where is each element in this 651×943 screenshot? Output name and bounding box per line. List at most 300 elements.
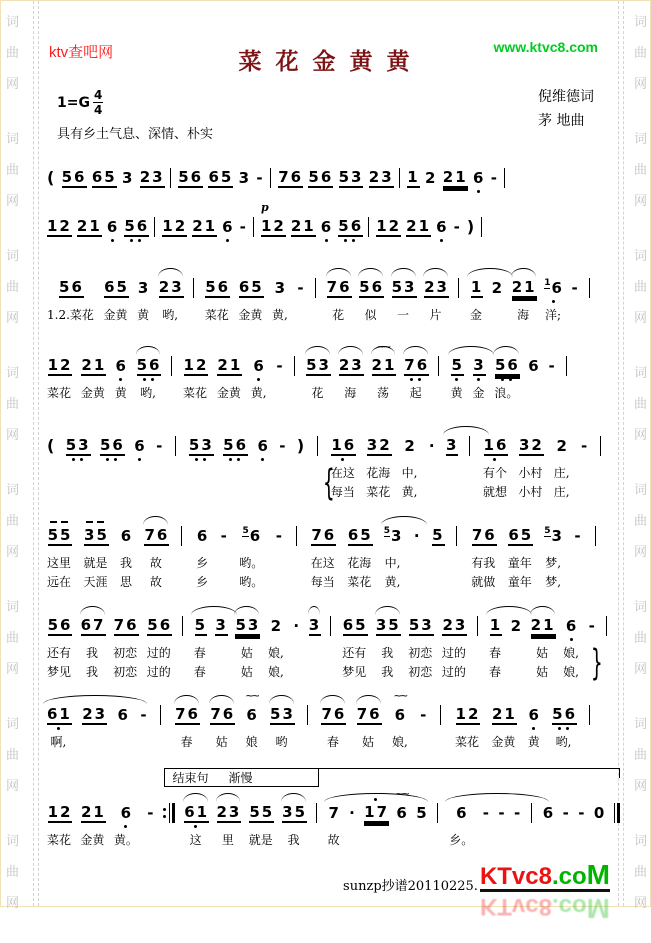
lyric-text xyxy=(180,644,184,663)
lyric-text: 一 xyxy=(397,308,410,322)
note-cell xyxy=(178,157,204,196)
lyric-text xyxy=(198,483,202,502)
bar-line xyxy=(455,515,459,592)
note-text: 21 xyxy=(491,705,517,723)
note-text: 55 xyxy=(47,526,73,544)
site-logo-link[interactable]: ktv查吧网 xyxy=(49,44,114,61)
slur-arc xyxy=(467,268,513,277)
lyric-text xyxy=(313,306,317,325)
note-cell xyxy=(339,345,362,403)
note-text: 23 xyxy=(82,705,108,723)
note-cell xyxy=(92,157,115,196)
lyric-text xyxy=(604,644,608,663)
bar-line xyxy=(437,345,441,403)
bar-line xyxy=(565,345,569,403)
note-cell xyxy=(563,792,569,850)
barline-stroke xyxy=(504,168,505,188)
note-cell xyxy=(392,267,415,325)
note-text: 6 xyxy=(528,357,541,375)
note-text: 61 xyxy=(47,705,72,723)
low-octave-dot xyxy=(566,727,569,730)
lyric-text xyxy=(582,464,586,483)
note-text: 61 xyxy=(184,803,210,821)
slur-arc xyxy=(191,606,237,615)
bar-line xyxy=(439,694,443,752)
lyric-text: 乡 xyxy=(196,575,209,589)
barline-stroke xyxy=(296,526,297,546)
note-cell xyxy=(194,605,206,682)
note-text: 12 xyxy=(47,356,73,374)
note-cell xyxy=(279,425,285,502)
note-text: 6 xyxy=(246,706,259,724)
note-text: 6 xyxy=(456,804,469,822)
note-text: 5 xyxy=(194,616,208,634)
note-text: 76 xyxy=(311,526,337,544)
note-text: 56 xyxy=(136,356,162,374)
barline-stroke xyxy=(589,705,590,725)
note-cell xyxy=(82,694,108,752)
lyric-text xyxy=(468,483,472,502)
bar-line xyxy=(468,425,472,502)
lyric-text: 庄, xyxy=(553,485,570,499)
lyric-text: 浪。 xyxy=(494,386,519,400)
grace-note: 1 xyxy=(544,277,551,288)
slur-arc xyxy=(143,516,168,525)
lyric-text xyxy=(169,384,173,403)
lyric-text: 黄 xyxy=(450,386,463,400)
note-cell xyxy=(276,345,282,403)
lyric-text: 黄 xyxy=(527,735,540,749)
lyric-text xyxy=(261,483,265,502)
grace-note: 5 xyxy=(242,525,249,536)
note-text: 16 xyxy=(331,436,357,454)
lyric-text: 庄, xyxy=(553,466,570,480)
note-cell xyxy=(249,792,273,850)
note-cell xyxy=(472,157,486,196)
lyric-text xyxy=(294,663,298,682)
note-cell xyxy=(100,425,123,502)
lyric-text xyxy=(180,554,184,573)
lyric-text: 就是 xyxy=(248,833,273,847)
slur-arc xyxy=(493,346,519,355)
note-cell xyxy=(321,694,347,752)
lyric-text: 小村 xyxy=(518,466,543,480)
low-octave-dot xyxy=(418,378,421,381)
music-line xyxy=(47,694,591,752)
lyric-text xyxy=(180,663,184,682)
lyric-text: 起 xyxy=(409,386,422,400)
time-signature xyxy=(93,89,103,116)
ending-label-box xyxy=(164,768,319,787)
note-text: 56 xyxy=(124,217,150,235)
lyric-text: 姑 xyxy=(240,646,253,660)
lyric-text: 小村 xyxy=(518,485,543,499)
note-text: 65 xyxy=(104,278,129,296)
note-text: - xyxy=(578,804,585,822)
note-text: 6 xyxy=(222,218,235,236)
lyric-text: 在这 xyxy=(330,466,355,480)
note-text: 12 xyxy=(455,705,481,723)
lyric-text xyxy=(468,464,472,483)
music-line xyxy=(47,792,620,850)
lyric-text xyxy=(514,663,518,682)
lyric-text: 乡 xyxy=(196,556,209,570)
lyric-text: 我 xyxy=(287,833,300,847)
note-text: - xyxy=(420,706,427,724)
lyric-text xyxy=(278,384,282,403)
lyric-text: 就做 xyxy=(471,575,496,589)
lyric-text xyxy=(49,483,53,502)
note-cell xyxy=(357,694,380,752)
note-cell xyxy=(184,792,210,850)
note-cell xyxy=(366,425,390,502)
lyric-text: 金 xyxy=(472,386,485,400)
note-text: 56 xyxy=(359,278,385,296)
barline-stroke xyxy=(438,356,439,376)
barline-stroke xyxy=(531,803,532,823)
lyric-text: 黄, xyxy=(384,575,401,589)
lyric-text: 荡 xyxy=(376,386,389,400)
note-text: 21 xyxy=(290,217,316,235)
mordent-mark: ~~ xyxy=(395,790,409,799)
bar-line xyxy=(587,267,591,325)
lyric-text: 黄 xyxy=(137,308,150,322)
note-text: 1 xyxy=(489,616,503,634)
note-cell xyxy=(528,345,541,403)
slur-arc xyxy=(338,346,363,355)
note-text: 53 xyxy=(270,705,295,723)
slur-arc xyxy=(448,346,494,355)
lyric-text: 就想 xyxy=(482,485,507,499)
bar-line xyxy=(253,206,254,245)
barline-stroke xyxy=(589,278,590,298)
note-cell xyxy=(175,694,198,752)
lyric-text xyxy=(514,644,518,663)
note-text: 2 xyxy=(510,617,524,635)
note-cell xyxy=(578,792,584,850)
lyric-text xyxy=(587,306,591,325)
note-text: 65 xyxy=(508,526,534,544)
note-text: 32 xyxy=(366,436,392,454)
barline-stroke xyxy=(330,616,331,636)
low-octave-dot xyxy=(138,458,141,461)
lyric-text xyxy=(515,831,519,850)
lyric-text xyxy=(222,573,226,592)
note-cell xyxy=(115,345,127,403)
low-octave-dot xyxy=(325,239,328,242)
logo-dot-part: .co xyxy=(551,863,587,890)
lyric-text xyxy=(400,831,404,850)
lyric-text: 还有 xyxy=(342,646,367,660)
lyric-text xyxy=(436,831,440,850)
note-cell xyxy=(215,605,228,682)
barline-stroke xyxy=(595,526,596,546)
note-cell xyxy=(137,267,149,325)
lyric-text xyxy=(233,483,237,502)
expression-marking: 具有乡土气息、深情、朴实 xyxy=(57,127,214,142)
barline-stroke xyxy=(477,616,478,636)
note-text: 76 xyxy=(144,526,170,544)
lyric-text xyxy=(599,483,603,502)
slur-arc xyxy=(305,346,330,355)
low-octave-dot xyxy=(143,378,146,381)
note-cell xyxy=(384,515,402,592)
site-url-link[interactable]: www.ktvc8.com xyxy=(493,39,598,55)
slur-arc xyxy=(136,346,161,355)
lyric-text: 菜花 xyxy=(454,735,479,749)
bar-line xyxy=(170,157,171,196)
note-text: 65 xyxy=(238,278,264,296)
logo-red-part: KTvc8 xyxy=(479,863,552,890)
bar-line xyxy=(316,425,320,502)
lyric-text: 天涯 xyxy=(83,575,108,589)
lyric-text xyxy=(138,464,142,483)
lyric-text: 金 xyxy=(470,308,483,322)
lyric-text: 我 xyxy=(86,646,99,660)
note-text: 6 xyxy=(528,706,541,724)
note-text: - xyxy=(562,804,569,822)
music-line xyxy=(47,267,591,325)
music-line xyxy=(47,605,609,682)
note-cell xyxy=(80,792,104,850)
lyric-text xyxy=(109,464,113,483)
note-cell xyxy=(470,267,482,325)
slur-arc xyxy=(375,606,400,615)
note-cell xyxy=(552,694,578,752)
lyric-text: 姑 xyxy=(240,665,253,679)
lyric-text xyxy=(222,554,226,573)
lyric-text xyxy=(449,483,453,502)
note-text: 21 xyxy=(217,356,243,374)
note-text: 6 xyxy=(134,437,147,455)
note-text: 76 xyxy=(326,278,352,296)
slur-arc xyxy=(381,516,427,525)
note-text: · xyxy=(293,617,300,635)
lyric-text xyxy=(576,573,580,592)
note-text: 21 xyxy=(80,803,106,821)
note-text: - xyxy=(156,437,163,455)
bar-line xyxy=(329,605,333,682)
site-logo-graphic[interactable] xyxy=(479,859,610,924)
note-cell xyxy=(574,515,580,592)
note-cell xyxy=(483,425,507,502)
note-text: 76 xyxy=(356,705,382,723)
lyric-text: 故 xyxy=(149,556,162,570)
lyric-text: 远在 xyxy=(47,575,72,589)
barline-stroke xyxy=(307,705,308,725)
note-text: - xyxy=(490,169,497,187)
note-text: 35 xyxy=(375,616,401,634)
lyric-text: 娘, xyxy=(563,665,579,679)
lyric-text xyxy=(435,554,439,573)
note-text: 23 xyxy=(424,278,449,296)
bar-line xyxy=(593,515,597,592)
lyric-text xyxy=(233,464,237,483)
note-text: 1 xyxy=(407,168,420,186)
bar-line xyxy=(180,605,184,682)
note-text: 12 xyxy=(376,217,402,235)
lyric-text xyxy=(277,573,281,592)
barline-stroke xyxy=(171,356,172,376)
lyric-text xyxy=(75,464,79,483)
note-text: 56 xyxy=(47,616,73,634)
note-cell xyxy=(66,425,89,502)
note-text: 12 xyxy=(183,356,209,374)
note-cell xyxy=(542,792,556,850)
mordent-mark: ~~ xyxy=(376,343,390,352)
note-cell xyxy=(518,425,542,502)
note-cell xyxy=(369,157,392,196)
lyric-text: 春 xyxy=(193,646,206,660)
note-text: 21 xyxy=(76,217,102,235)
note-cell xyxy=(404,345,430,403)
note-text: 6 xyxy=(394,706,408,724)
note-text: 16 xyxy=(483,436,509,454)
note-text: - xyxy=(220,527,227,545)
slur-arc xyxy=(209,695,234,704)
note-cell xyxy=(222,206,235,245)
note-cell xyxy=(408,605,432,682)
bar-line xyxy=(504,157,505,196)
lyric-text xyxy=(576,554,580,573)
note-cell xyxy=(510,605,524,682)
note-cell xyxy=(47,515,71,592)
lyric-text xyxy=(261,464,265,483)
note-text: 12 xyxy=(260,217,286,235)
barline-stroke xyxy=(193,278,194,298)
low-octave-dot xyxy=(552,300,555,303)
note-cell xyxy=(83,515,107,592)
lyric-text: 娘, xyxy=(391,735,408,749)
note-cell xyxy=(338,206,364,245)
barline-stroke xyxy=(294,356,295,376)
low-octave-dot xyxy=(344,239,347,242)
low-octave-dot xyxy=(138,239,141,242)
note-cell xyxy=(251,345,267,403)
lyric-text: 娘, xyxy=(563,646,579,660)
lyric-text: 过的 xyxy=(146,646,171,660)
note-cell xyxy=(238,157,252,196)
note-text: 56 xyxy=(61,168,87,186)
low-octave-dot xyxy=(124,825,127,828)
bar-line xyxy=(481,206,482,245)
note-text: 53 xyxy=(338,168,364,186)
note-cell xyxy=(134,425,147,502)
note-text: 6 xyxy=(257,437,270,455)
barline-stroke xyxy=(566,356,567,376)
note-cell xyxy=(593,792,607,850)
lyric-text xyxy=(374,831,378,850)
barline-stroke xyxy=(170,168,171,188)
note-cell xyxy=(47,792,71,850)
note-cell xyxy=(189,425,212,502)
lyric-text xyxy=(294,554,298,573)
note-text: 6 xyxy=(542,804,556,822)
slur-arc xyxy=(423,268,448,277)
note-cell xyxy=(260,201,286,245)
lyric-text: 就是 xyxy=(83,556,108,570)
note-text: 21 xyxy=(530,616,556,634)
note-cell xyxy=(210,694,236,752)
bar-line xyxy=(599,425,603,502)
note-text: 56 xyxy=(494,356,520,374)
note-cell xyxy=(308,157,334,196)
footer xyxy=(1,859,610,924)
high-octave-dot xyxy=(364,798,387,801)
lyric-text: 乡。 xyxy=(449,833,474,847)
note-cell xyxy=(278,157,304,196)
barline-stroke xyxy=(175,436,176,456)
note-text: 56 xyxy=(178,168,204,186)
note-text: 56 xyxy=(147,616,173,634)
note-text: 12 xyxy=(47,803,73,821)
note-text: 55 xyxy=(249,803,275,821)
slur-arc xyxy=(320,695,345,704)
lyric-text: 在这 xyxy=(310,556,335,570)
note-text: 53 xyxy=(188,436,214,454)
octave-bars xyxy=(83,521,107,523)
lyric-text xyxy=(439,733,443,752)
lyric-text: 啊, xyxy=(50,735,67,749)
time-unit: 4 xyxy=(93,103,103,117)
lyric-text xyxy=(312,663,316,682)
lyric-text xyxy=(420,831,424,850)
note-text: 6 xyxy=(249,527,263,545)
note-cell xyxy=(445,425,459,502)
note-cell xyxy=(563,605,579,682)
note-cell xyxy=(425,157,438,196)
note-text: 6 xyxy=(565,617,579,635)
key-label: 1=G xyxy=(57,94,90,111)
lyric-text: 这里 xyxy=(47,556,72,570)
note-cell xyxy=(137,345,160,403)
lyric-text: 菜花 xyxy=(182,386,207,400)
note-cell xyxy=(47,157,54,196)
note-text: 6 xyxy=(106,218,120,236)
note-cell xyxy=(512,267,535,325)
note-cell xyxy=(306,345,329,403)
barline-stroke xyxy=(458,278,459,298)
final-barline xyxy=(614,792,620,850)
low-octave-dot xyxy=(203,458,206,461)
lyric-text: 似 xyxy=(364,308,377,322)
note-text: · xyxy=(428,437,435,455)
note-text: ) xyxy=(296,436,305,455)
note-cell xyxy=(239,515,263,592)
note-cell xyxy=(81,345,105,403)
lyric-text xyxy=(277,554,281,573)
right-border-text: 词 曲 网 词 曲 网 词 曲 网 词 曲 网 词 曲 网 词 曲 网 词 曲 网 词 曲 网 xyxy=(633,15,647,911)
note-cell xyxy=(140,694,146,752)
lyric-text: 花 xyxy=(311,386,324,400)
low-octave-dot xyxy=(72,458,75,461)
lyric-text xyxy=(49,464,53,483)
lyric-text xyxy=(484,831,488,850)
bar-line xyxy=(169,345,173,403)
note-cell xyxy=(322,425,357,504)
note-cell xyxy=(372,345,395,403)
note-cell xyxy=(416,792,429,850)
logo-reflection: KTvc8.coM xyxy=(479,893,610,924)
slur-arc xyxy=(281,793,306,802)
lyric-text xyxy=(582,483,586,502)
note-cell xyxy=(455,694,479,752)
low-octave-dot xyxy=(509,378,512,381)
note-cell xyxy=(257,425,270,502)
note-cell xyxy=(238,267,262,325)
note-cell xyxy=(235,605,261,682)
lyric-text: 春 xyxy=(326,735,339,749)
